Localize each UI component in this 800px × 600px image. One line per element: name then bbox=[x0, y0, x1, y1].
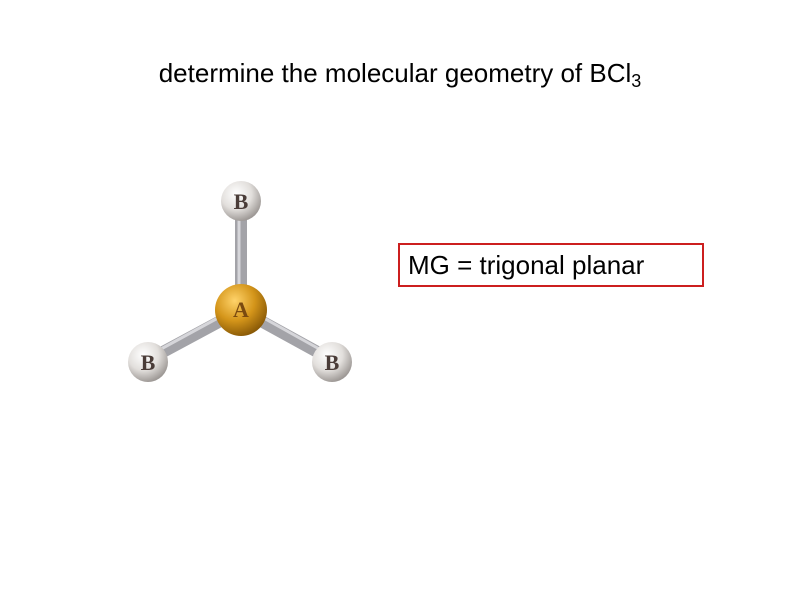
atom-b-right-label: B bbox=[324, 350, 340, 375]
trigonal-planar-molecule-diagram bbox=[110, 165, 380, 395]
slide-title bbox=[0, 58, 800, 92]
atom-b-top bbox=[221, 181, 261, 221]
atom-b-left bbox=[128, 342, 168, 382]
answer-box bbox=[398, 243, 704, 287]
title-subscript: 3 bbox=[631, 71, 642, 91]
title-text: determine the molecular geometry of BCl bbox=[158, 58, 632, 88]
atom-b-left-label: B bbox=[140, 350, 156, 375]
atom-b-right bbox=[312, 342, 352, 382]
answer-text: MG = trigonal planar bbox=[408, 250, 645, 280]
atom-b-top-label: B bbox=[233, 189, 249, 214]
atom-a-label: A bbox=[233, 297, 249, 322]
atom-a-central bbox=[215, 284, 267, 336]
